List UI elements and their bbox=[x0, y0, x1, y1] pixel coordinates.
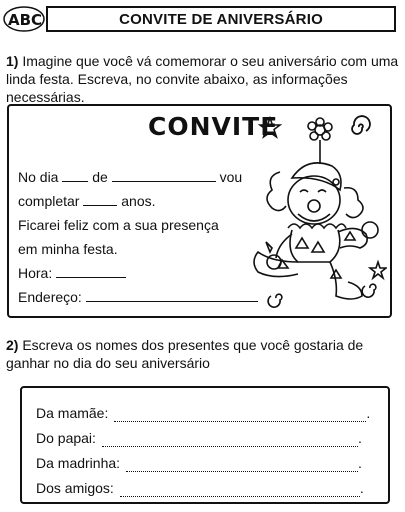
question-1-text: Imagine que você vá comemorar o seu aniversário com uma linda festa. Escreva, no convite abaixo, as informações necessárias. bbox=[6, 53, 399, 105]
endereco-blank[interactable] bbox=[86, 289, 258, 302]
gift-row-papai bbox=[36, 429, 362, 447]
invite-day-label: No dia bbox=[18, 169, 59, 185]
gift-end-amigos: . bbox=[359, 480, 364, 496]
invite-years-label: anos. bbox=[121, 193, 156, 209]
invite-line-age bbox=[18, 192, 156, 210]
gift-blank-amigos[interactable] bbox=[120, 484, 360, 497]
gift-blank-mamae[interactable] bbox=[114, 409, 366, 422]
gift-end-papai: . bbox=[357, 430, 362, 446]
gift-label-amigos: Dos amigos: bbox=[36, 480, 114, 496]
title-bar bbox=[46, 6, 396, 32]
svg-text:ABC: ABC bbox=[8, 11, 43, 29]
clown-illustration bbox=[252, 112, 387, 312]
endereco-label: Endereço: bbox=[18, 289, 82, 305]
invite-will-label: vou bbox=[219, 169, 243, 185]
invite-line-hora bbox=[18, 264, 126, 282]
invite-of-label: de bbox=[92, 169, 108, 185]
page-title: CONVITE DE ANIVERSÁRIO bbox=[119, 10, 323, 28]
gift-end-mamae: . bbox=[366, 405, 371, 421]
abc-logo bbox=[2, 4, 46, 34]
gift-row-madrinha bbox=[36, 454, 362, 472]
age-blank[interactable] bbox=[83, 193, 117, 206]
question-2 bbox=[6, 336, 398, 372]
invite-line-4: em minha festa. bbox=[18, 241, 118, 257]
gift-label-madrinha: Da madrinha: bbox=[36, 455, 121, 471]
invite-line-endereco bbox=[18, 288, 258, 306]
hora-blank[interactable] bbox=[56, 265, 126, 278]
gift-blank-madrinha[interactable] bbox=[126, 459, 358, 472]
question-2-number: 2) bbox=[6, 337, 19, 353]
question-1 bbox=[6, 52, 400, 106]
gift-label-papai: Do papai: bbox=[36, 430, 96, 446]
question-2-text: Escreva os nomes dos presentes que você gostaria de ganhar no dia do seu aniversário bbox=[6, 337, 364, 371]
question-1-number: 1) bbox=[6, 53, 19, 69]
gift-row-amigos bbox=[36, 479, 364, 497]
invite-line-3: Ficarei feliz com a sua presença bbox=[18, 217, 219, 233]
gift-label-mamae: Da mamãe: bbox=[36, 405, 109, 421]
invite-complete-label: completar bbox=[18, 193, 80, 209]
gift-row-mamae bbox=[36, 404, 370, 422]
invite-line-date bbox=[18, 168, 242, 186]
gift-end-madrinha: . bbox=[358, 455, 362, 471]
hora-label: Hora: bbox=[18, 265, 53, 281]
month-blank[interactable] bbox=[112, 169, 216, 182]
invitation-title: CONVITE bbox=[148, 112, 279, 141]
day-blank[interactable] bbox=[62, 169, 88, 182]
gift-blank-papai[interactable] bbox=[102, 434, 358, 447]
